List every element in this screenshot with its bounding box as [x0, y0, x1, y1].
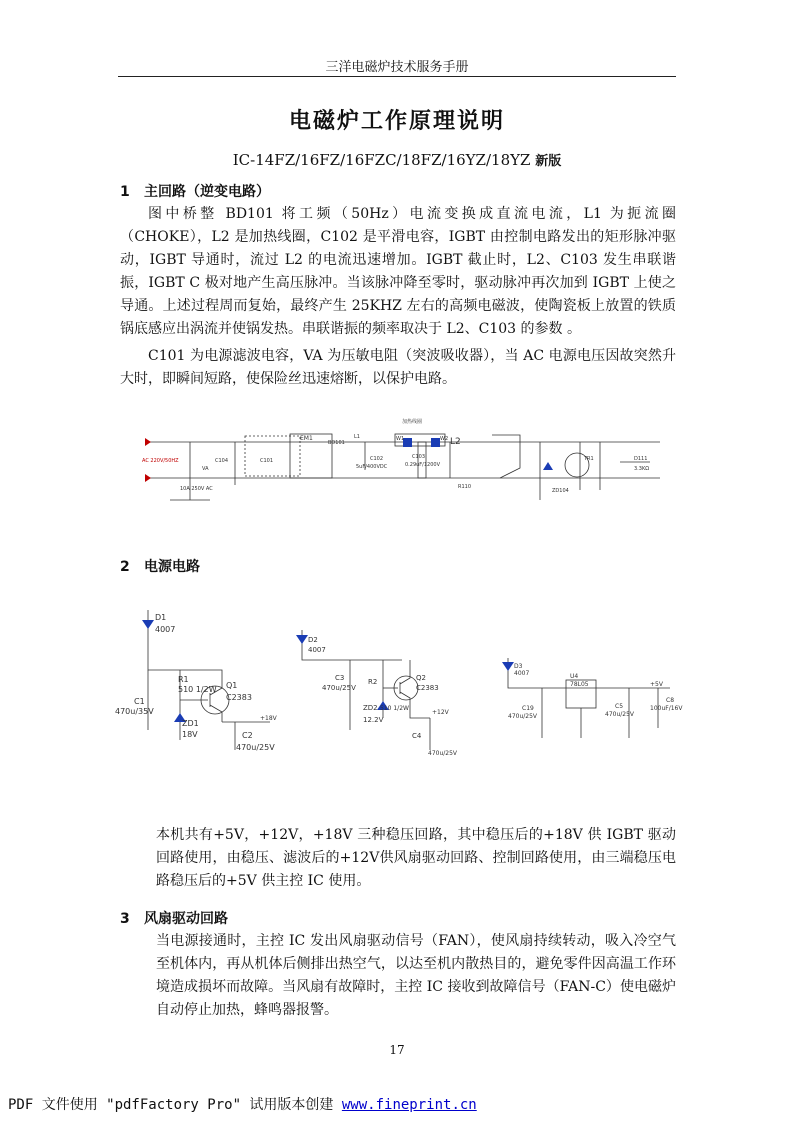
section-1-heading: [120, 181, 270, 201]
q1-label: Q1: [226, 681, 238, 690]
c103-label: C103: [412, 454, 426, 460]
pdf-footer: [8, 1094, 477, 1114]
ac-input-label: AC 220V/50HZ: [142, 458, 179, 464]
section-title: 风扇驱动回路: [144, 911, 228, 927]
section-title: 电源电路: [144, 559, 200, 575]
v5-label: +5V: [650, 681, 663, 688]
q1-value: C2383: [226, 693, 252, 702]
c102-label: C102: [370, 456, 384, 462]
section-3-paragraph: 当电源接通时，主控 IC 发出风扇驱动信号（FAN），使风扇持续转动，吸入冷空气至机体内，再从机体后侧排出热空气，以达至机内散热目的，避免零件因高温工作环境造成损坏而故障。当风扇有故障时，主控 IC 接收到故障信号（FAN-C）使电磁炉自动停止加热，蜂鸣器报警。: [156, 933, 676, 1018]
page-title: 电磁炉工作原理说明: [288, 109, 505, 134]
footer-text: PDF 文件使用 "pdfFactory Pro" 试用版本创建: [8, 1097, 342, 1113]
c5-value: 470u/25V: [605, 711, 635, 718]
c3-label: C3: [335, 674, 345, 682]
section-1-paragraph-1: 图中桥整 BD101 将工频（50Hz）电流变换成直流电流，L1 为扼流圈（CHOKE），L2 是加热线圈，C102 是平滑电容，IGBT 由控制电路发出的矩形脉冲驱动，IGBT 导通时，流过 L2 的电流迅速增加。IGBT 截止时，L2、C103 发生串联谐振，IGBT C 极对地产生高压脉冲。当该脉冲降至零时，驱动脉冲再次加到 IGBT 上使之导通。上述过程周而复始，最终产生 25KHZ 左右的高频电磁波，使陶瓷板上放置的铁质锅底感应出涡流并使锅发热。串联谐振的频率取决于 L2、C103 的参数 。: [120, 206, 676, 337]
footer-link[interactable]: www.fineprint.cn: [341, 1097, 477, 1113]
l1-label: L1: [354, 434, 360, 440]
section-number: 2: [120, 559, 130, 575]
page-number: 17: [389, 1043, 405, 1057]
igbt-part-label: ZD104: [552, 488, 569, 494]
u4-label: U4: [570, 673, 579, 680]
d2-value: 4007: [308, 646, 326, 654]
c5-label: C5: [615, 703, 624, 710]
c2-label: C2: [242, 731, 253, 740]
section-3-heading: [120, 908, 228, 928]
c8-label: C8: [666, 697, 675, 704]
r1-value: 510 1/2W: [178, 685, 217, 694]
d3-label: D3: [514, 663, 523, 670]
c19-value: 470u/25V: [508, 713, 538, 720]
d1-label: D1: [155, 613, 167, 622]
d1-value: 4007: [155, 625, 176, 634]
fuse-label: 10A 250V AC: [180, 486, 213, 492]
d2-label: D2: [308, 636, 318, 644]
section-2-paragraph: 本机共有+5V，+12V，+18V 三种稳压回路，其中稳压后的+18V 供 IGBT 驱动回路使用，由稳压、滤波后的+12V供风扇驱动回路、控制回路使用，由三端稳压电路稳压后的+5V 供主控 IC 使用。: [156, 827, 676, 889]
q2-value: C2383: [416, 684, 439, 692]
section-number: 3: [120, 911, 130, 927]
main-circuit-diagram: [140, 410, 680, 520]
c102-spec: 5uF/400VDC: [356, 464, 388, 470]
r111-value: 3.3KΩ: [634, 466, 650, 472]
bd101-label: BD101: [328, 440, 345, 446]
zd1-value: 18V: [182, 730, 198, 739]
c1-value: 470u/35V: [115, 707, 154, 716]
c103-spec: 0.29uF/1200V: [405, 462, 441, 468]
c4-value: 470u/25V: [428, 750, 458, 757]
c1-label: C1: [134, 697, 145, 706]
zd2-label: ZD2: [363, 704, 378, 712]
tr1-label: TR1: [584, 456, 594, 462]
c4-label: C4: [412, 732, 422, 740]
l2-label: L2: [450, 437, 461, 447]
power-supply-diagram: [110, 610, 700, 760]
section-number: 1: [120, 184, 130, 200]
w2-label: W2: [440, 436, 449, 442]
em1-label: EM1: [300, 435, 313, 442]
heating-coil-label: 加热线圈: [402, 419, 423, 425]
c101-label: C101: [260, 458, 274, 464]
d3-value: 4007: [514, 670, 530, 677]
c2-value: 470u/25V: [236, 743, 275, 752]
running-header: 三洋电磁炉技术服务手册: [325, 60, 469, 75]
section-title: 主回路（逆变电路）: [144, 184, 270, 200]
model-subtitle: [0, 150, 794, 169]
r2-value: 510 1/2W: [380, 705, 409, 712]
section-2-heading: [120, 556, 200, 576]
va-label: VA: [202, 466, 209, 472]
zd1-label: ZD1: [182, 719, 199, 728]
r2-label: R2: [368, 678, 378, 686]
v12-label: +12V: [432, 709, 449, 716]
header-divider: [118, 76, 676, 77]
r1-label: R1: [178, 675, 189, 684]
section-1-paragraph-2: C101 为电源滤波电容，VA 为压敏电阻（突波吸收器），当 AC 电源电压因故突然升大时，即瞬间短路，使保险丝迅速熔断，以保护电路。: [120, 348, 676, 387]
v18-label: +18V: [260, 715, 277, 722]
model-list: IC-14FZ/16FZ/16FZC/18FZ/16YZ/18YZ: [232, 151, 531, 169]
d111-label: D111: [634, 456, 648, 462]
edition-badge: 新版: [535, 154, 562, 169]
u4-value: 78L05: [570, 681, 589, 688]
r110-label: R110: [458, 484, 472, 490]
c104-label: C104: [215, 458, 229, 464]
q2-label: Q2: [416, 674, 426, 682]
zd2-value: 12.2V: [363, 716, 384, 724]
c19-label: C19: [522, 705, 534, 712]
c8-value: 100uF/16V: [650, 705, 683, 712]
w1-label: W1: [396, 436, 405, 442]
c3-value: 470u/25V: [322, 684, 356, 692]
